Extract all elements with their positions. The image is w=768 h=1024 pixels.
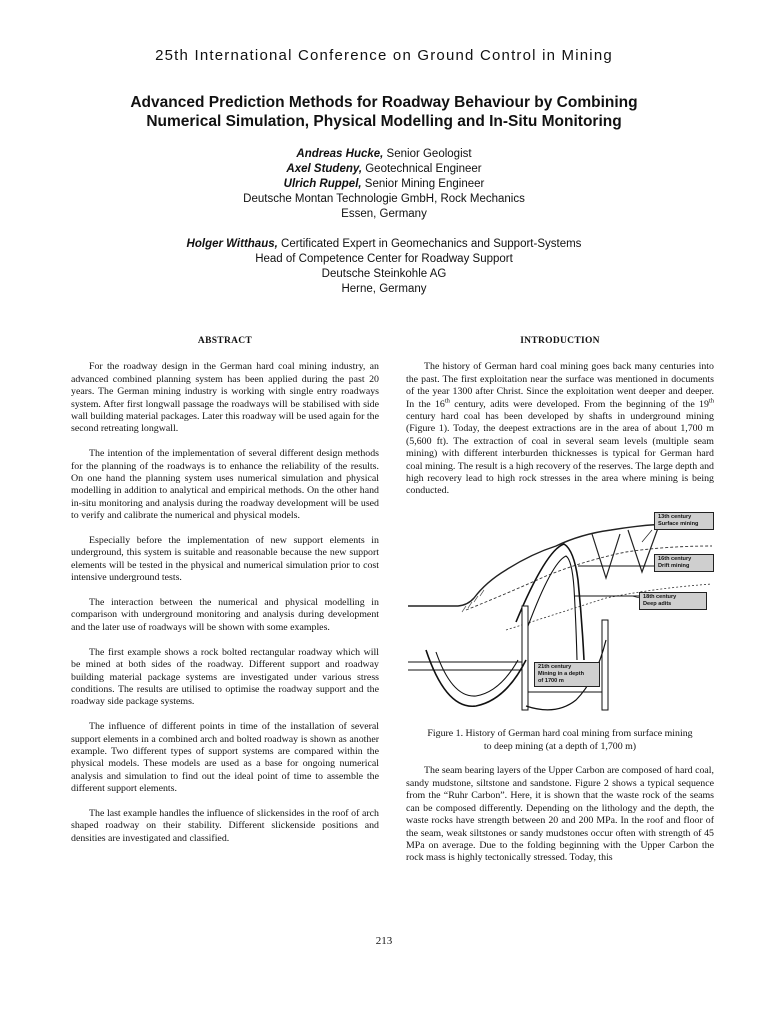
abstract-paragraph: The intention of the implementation of several different design methods for the planning of the roadways is to enhance the reliability of the results. On one hand the planning system uses numerical simulation and physical modelling in addition to analytical and empirical methods. On the other hand in-situ monitoring and analysis during the roadway development will be used to verify and calibrate the numerical and physical models. — [71, 448, 379, 522]
author-role: Geotechnical Engineer — [362, 163, 482, 175]
location: Herne, Germany — [341, 283, 427, 295]
author-block-1 — [0, 147, 768, 222]
abstract-paragraph: The last example handles the influence of slickensides in the roof of arch shaped roadway on their stability. Different slickenside positions and densities are investigated and classified. — [71, 807, 379, 844]
text-run: The history of German hard coal mining goes back many centuries into the past. The first exploitation near the surface was mentioned in documents of the year 1300 after Christ. Since the exploitation went deeper and deeper. In the 16 — [406, 361, 714, 410]
abstract-paragraph: The first example shows a rock bolted rectangular roadway which will be mined at both sides of the roadway. Different support and roadway building material package systems are investigated under various stress conditions. The results are utilised to optimise the roadway support and the roadway side package systems. — [71, 646, 379, 708]
affiliation: Deutsche Steinkohle AG — [321, 268, 447, 280]
label-13th-century: 13th century Surface mining — [654, 512, 714, 530]
abstract-paragraph: For the roadway design in the German hard coal mining industry, an advanced combined planning system has been applied during the past 20 years. The German mining industry is working with single entry roadways system. After first longwall passage the roadways will be stabilised with side wall building material packages. Later this roadway will be used again for the second retreating longwall. — [71, 361, 379, 435]
text-run: century, adits were developed. From the beginning of the 19 — [449, 398, 709, 410]
author-role: Senior Geologist — [383, 148, 472, 160]
paper-title — [60, 93, 708, 131]
location: Essen, Germany — [341, 208, 427, 220]
introduction-paragraph: The seam bearing layers of the Upper Carbon are composed of hard coal, sandy mudstone, siltstone and sandstone. Figure 2 shows a typical sequence from the “Ruhr Carbon”. Here, it is shown that the waste rock of the seams can be composed differently. Depending on the lithology and the depth, the waste rocks have strength between 20 and 200 MPa. In the roof and floor of the seam, weak siltstones or sandy mudstones occur often with strength of 45 MPa on average. Due to the folding beginning with the Upper Carbon the rock mass is highly tectonically stressed. Today, this — [406, 765, 714, 864]
caption-line-1: Figure 1. History of German hard coal mining from surface mining — [427, 728, 693, 740]
author-line — [0, 147, 768, 162]
author-line — [0, 177, 768, 192]
author-name: Andreas Hucke, — [296, 148, 384, 160]
text-run: century hard coal has been developed by shafts in underground mining (Figure 1). Today, the deepest extractions are in the area of about 1,700 m (5,600 ft). The extraction of coal in several seam levels (multiple seam mining) with different interburden thicknesses is typical for German hard coal mining. The result is a high recovery of the reserves. The large depth and high recovery lead to high rock stresses in the area where mining is being conducted. — [406, 411, 714, 497]
label-21st-century: 21th century Mining in a depth of 1700 m — [534, 662, 600, 687]
abstract-paragraph: Especially before the implementation of new support elements in underground, this system is suitable and reasonable because the new support elements will be tested in the physical and numerical simulation prior to cost intensive underground tests. — [71, 535, 379, 584]
page-number: 213 — [375, 935, 393, 947]
superscript: th — [708, 397, 714, 405]
abstract-column — [71, 335, 379, 858]
abstract-paragraph: The interaction between the numerical and physical modelling in comparison with underground monitoring and analysis during development and the later use of roadways will be shown with some examples. — [71, 597, 379, 633]
figure-1-caption — [406, 728, 714, 753]
caption-line-2: to deep mining (at a depth of 1,700 m) — [483, 740, 637, 752]
figure-1-mining-history-diagram — [406, 510, 714, 720]
author-line — [0, 237, 768, 252]
abstract-paragraph: The influence of different points in time of the installation of several support elements in a combined arch and bolted roadway is shown as another example. Two different types of support systems are compared within the physical models. These models are used as a base for ongoing numerical analysis and simulation to find out the ideal point of time to assemble the different support elements. — [71, 721, 379, 795]
position: Head of Competence Center for Roadway Support — [255, 253, 513, 265]
conference-header: 25th International Conference on Ground Control in Mining — [155, 47, 613, 64]
author-role: Senior Mining Engineer — [361, 178, 485, 190]
introduction-column — [406, 335, 714, 877]
abstract-heading: ABSTRACT — [197, 336, 253, 346]
author-name: Axel Studeny, — [286, 163, 363, 175]
introduction-paragraph — [406, 361, 714, 497]
label-16th-century: 16th century Drift mining — [654, 554, 714, 572]
introduction-heading: INTRODUCTION — [520, 336, 600, 346]
author-line — [0, 162, 768, 177]
title-line-2: Numerical Simulation, Physical Modelling and In-Situ Monitoring — [146, 113, 622, 130]
superscript: th — [444, 397, 450, 405]
label-18th-century: 18th century Deep adits — [639, 592, 707, 610]
affiliation: Deutsche Montan Technologie GmbH, Rock Mechanics — [243, 193, 525, 205]
author-role: Certificated Expert in Geomechanics and Support-Systems — [277, 238, 582, 250]
author-name: Ulrich Ruppel, — [283, 178, 362, 190]
author-name: Holger Witthaus, — [186, 238, 278, 250]
title-line-1: Advanced Prediction Methods for Roadway Behaviour by Combining — [130, 94, 638, 111]
mining-cross-section-drawing — [406, 510, 714, 720]
author-block-2 — [0, 237, 768, 297]
